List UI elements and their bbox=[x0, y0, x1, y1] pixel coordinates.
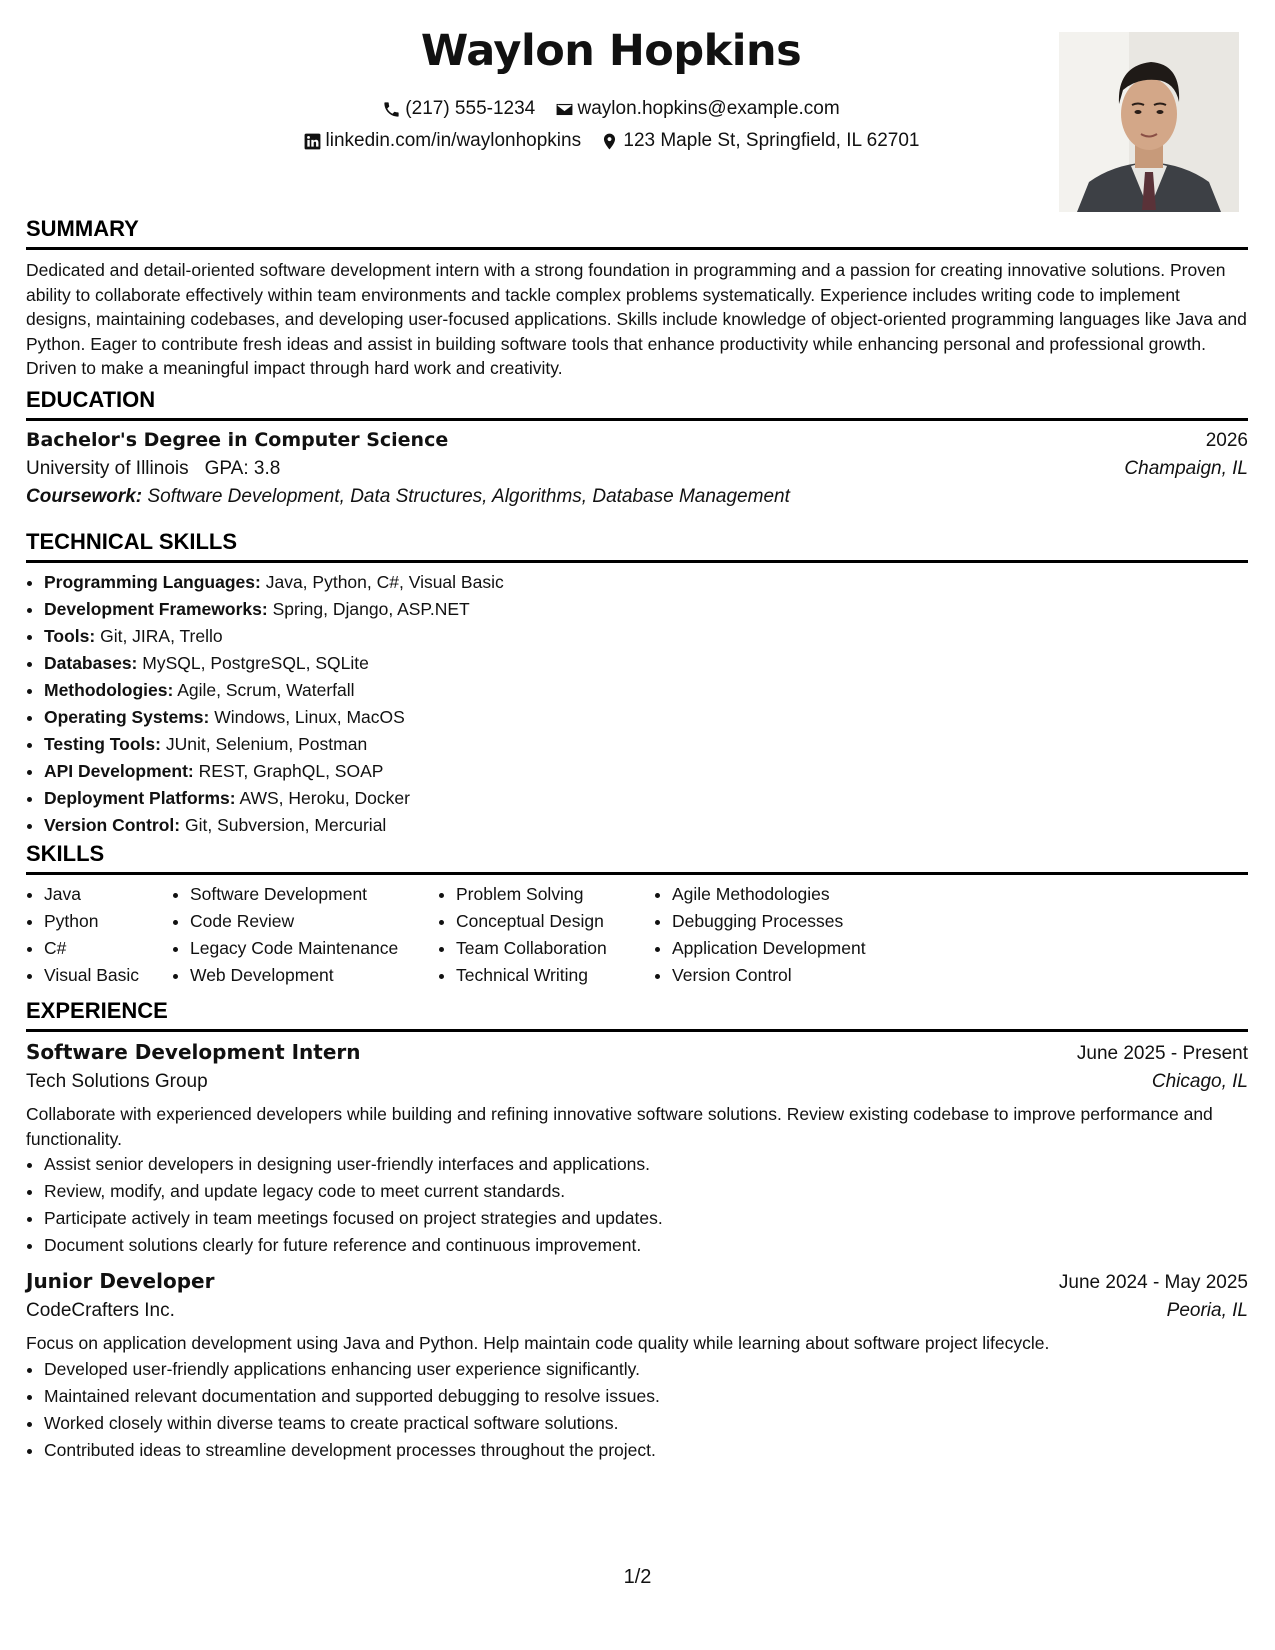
skill-values: Agile, Scrum, Waterfall bbox=[177, 680, 355, 700]
list-item: • Legacy Code Maintenance bbox=[190, 935, 438, 962]
coursework-list: Software Development, Data Structures, Algorithms, Database Management bbox=[147, 486, 790, 507]
list-item bbox=[44, 650, 1248, 677]
school-info bbox=[26, 458, 280, 480]
list-item: • Python bbox=[44, 908, 172, 935]
technical-skills-heading: TECHNICAL SKILLS bbox=[26, 529, 1248, 563]
job-location: Chicago, IL bbox=[1151, 1071, 1248, 1092]
job-dates: June 2025 - Present bbox=[1076, 1043, 1248, 1064]
list-item bbox=[44, 677, 1248, 704]
list-item: • Agile Methodologies bbox=[672, 881, 932, 908]
list-item: • C# bbox=[44, 935, 172, 962]
skill-values: AWS, Heroku, Docker bbox=[239, 788, 410, 808]
job-title-row bbox=[26, 1269, 1248, 1294]
list-item bbox=[44, 785, 1248, 812]
list-item bbox=[44, 704, 1248, 731]
page-number: 1/2 bbox=[623, 1566, 652, 1588]
coursework-label: Coursework: bbox=[26, 486, 143, 507]
job-bullets bbox=[26, 1356, 1248, 1464]
job-title: Junior Developer bbox=[26, 1269, 215, 1293]
education-school-row bbox=[26, 458, 1248, 480]
email-contact[interactable] bbox=[555, 98, 840, 120]
job-company-row bbox=[26, 1300, 1248, 1322]
job-dates: June 2024 - May 2025 bbox=[1058, 1272, 1248, 1293]
skills-columns bbox=[26, 881, 1248, 989]
skill-category: API Development: bbox=[44, 761, 194, 781]
skill-values: JUnit, Selenium, Postman bbox=[165, 734, 368, 754]
address-contact bbox=[600, 130, 919, 152]
coursework-line bbox=[26, 486, 1248, 508]
list-item: • Code Review bbox=[190, 908, 438, 935]
list-item: • Contributed ideas to streamline development processes throughout the project. bbox=[44, 1437, 1248, 1464]
education-heading: EDUCATION bbox=[26, 387, 1248, 421]
phone-contact bbox=[382, 98, 535, 120]
education-section bbox=[26, 387, 1248, 508]
list-item bbox=[44, 596, 1248, 623]
skills-column-4 bbox=[654, 881, 932, 989]
list-item: • Review, modify, and update legacy code to meet current standards. bbox=[44, 1178, 1248, 1205]
job-description: Collaborate with experienced developers while building and refining innovative software solutions. Review existing codebase to improve performance and functionality. bbox=[26, 1104, 1213, 1149]
technical-skills-section bbox=[26, 529, 1248, 839]
contact-line-1 bbox=[26, 98, 1196, 125]
skills-column-3 bbox=[438, 881, 654, 989]
technical-skills-list bbox=[26, 569, 1248, 839]
skill-values: REST, GraphQL, SOAP bbox=[198, 761, 384, 781]
list-item: • Participate actively in team meetings focused on project strategies and updates. bbox=[44, 1205, 1248, 1232]
list-item: • Problem Solving bbox=[456, 881, 654, 908]
email-address[interactable]: waylon.hopkins@example.com bbox=[577, 98, 840, 119]
degree-name: Bachelor's Degree in Computer Science bbox=[26, 429, 449, 451]
list-item bbox=[44, 812, 1248, 839]
portrait-image bbox=[1059, 32, 1239, 212]
skill-category: Tools: bbox=[44, 626, 96, 646]
map-pin-icon bbox=[600, 132, 619, 151]
job-description: Focus on application development using Java and Python. Help maintain code quality while learning about software project lifecycle. bbox=[26, 1333, 1050, 1353]
job-entry bbox=[26, 1040, 1248, 1259]
list-item: • Developed user-friendly applications enhancing user experience significantly. bbox=[44, 1356, 1248, 1383]
list-item: • Visual Basic bbox=[44, 962, 172, 989]
skill-values: Java, Python, C#, Visual Basic bbox=[265, 572, 504, 592]
phone-icon bbox=[382, 100, 401, 119]
company-name: Tech Solutions Group bbox=[26, 1071, 208, 1092]
skill-values: Git, JIRA, Trello bbox=[100, 626, 223, 646]
skill-category: Operating Systems: bbox=[44, 707, 210, 727]
skills-column-1 bbox=[26, 881, 172, 989]
list-item: • Worked closely within diverse teams to create practical software solutions. bbox=[44, 1410, 1248, 1437]
summary-heading: SUMMARY bbox=[26, 216, 1248, 250]
skill-category: Databases: bbox=[44, 653, 138, 673]
school-location: Champaign, IL bbox=[1124, 458, 1248, 479]
contact-line-2 bbox=[26, 130, 1196, 157]
gpa: GPA: 3.8 bbox=[204, 458, 281, 479]
phone-number: (217) 555-1234 bbox=[405, 98, 536, 119]
resume-page bbox=[26, 0, 1248, 1650]
list-item: • Technical Writing bbox=[456, 962, 654, 989]
list-item: • Version Control bbox=[672, 962, 932, 989]
linkedin-url[interactable]: linkedin.com/in/waylonhopkins bbox=[325, 130, 582, 151]
envelope-icon bbox=[555, 100, 574, 119]
linkedin-contact[interactable] bbox=[303, 130, 582, 152]
skill-category: Version Control: bbox=[44, 815, 181, 835]
skill-category: Methodologies: bbox=[44, 680, 174, 700]
skill-values: MySQL, PostgreSQL, SQLite bbox=[142, 653, 369, 673]
company-name: CodeCrafters Inc. bbox=[26, 1300, 175, 1321]
list-item: • Assist senior developers in designing user-friendly interfaces and applications. bbox=[44, 1151, 1248, 1178]
list-item: • Maintained relevant documentation and supported debugging to resolve issues. bbox=[44, 1383, 1248, 1410]
skill-category: Programming Languages: bbox=[44, 572, 261, 592]
profile-photo bbox=[1059, 32, 1239, 212]
summary-text: Dedicated and detail-oriented software development intern with a strong foundation in programming and a passion for creating innovative solutions. Proven ability to collaborate effectively within team environments and tackle complex problems systematically. Experience includes writing code to implement designs, maintaining codebases, and developing user-focused applications. Skills include knowledge of object-oriented programming languages like Java and Python. Eager to contribute fresh ideas and assist in building software tools that enhance productivity while enhancing personal and professional growth. Driven to make a meaningful impact through hard work and creativity. bbox=[26, 260, 1247, 378]
list-item: • Conceptual Design bbox=[456, 908, 654, 935]
candidate-name: Waylon Hopkins bbox=[420, 26, 802, 76]
job-company-row bbox=[26, 1071, 1248, 1093]
list-item: • Document solutions clearly for future reference and continuous improvement. bbox=[44, 1232, 1248, 1259]
graduation-year: 2026 bbox=[1205, 430, 1248, 451]
list-item: • Web Development bbox=[190, 962, 438, 989]
list-item: • Debugging Processes bbox=[672, 908, 932, 935]
street-address: 123 Maple St, Springfield, IL 62701 bbox=[623, 130, 920, 151]
skills-section bbox=[26, 841, 1248, 989]
list-item: • Team Collaboration bbox=[456, 935, 654, 962]
skill-values: Spring, Django, ASP.NET bbox=[272, 599, 470, 619]
list-item bbox=[44, 623, 1248, 650]
experience-section bbox=[26, 998, 1248, 1464]
list-item: • Software Development bbox=[190, 881, 438, 908]
linkedin-icon bbox=[303, 132, 322, 151]
list-item bbox=[44, 569, 1248, 596]
skills-heading: SKILLS bbox=[26, 841, 1248, 875]
job-entry bbox=[26, 1269, 1248, 1464]
education-degree-row bbox=[26, 429, 1248, 452]
skill-category: Deployment Platforms: bbox=[44, 788, 236, 808]
list-item bbox=[44, 758, 1248, 785]
skill-values: Windows, Linux, MacOS bbox=[214, 707, 405, 727]
list-item bbox=[44, 731, 1248, 758]
list-item: • Application Development bbox=[672, 935, 932, 962]
experience-heading: EXPERIENCE bbox=[26, 998, 1248, 1032]
job-title: Software Development Intern bbox=[26, 1040, 361, 1064]
job-title-row bbox=[26, 1040, 1248, 1065]
skill-values: Git, Subversion, Mercurial bbox=[185, 815, 387, 835]
skill-category: Testing Tools: bbox=[44, 734, 161, 754]
job-location: Peoria, IL bbox=[1166, 1300, 1248, 1321]
resume-header bbox=[26, 20, 1248, 220]
job-bullets bbox=[26, 1151, 1248, 1259]
skills-column-2 bbox=[172, 881, 438, 989]
list-item: • Java bbox=[44, 881, 172, 908]
school-name: University of Illinois bbox=[26, 458, 189, 479]
summary-section bbox=[26, 216, 1248, 381]
skill-category: Development Frameworks: bbox=[44, 599, 268, 619]
